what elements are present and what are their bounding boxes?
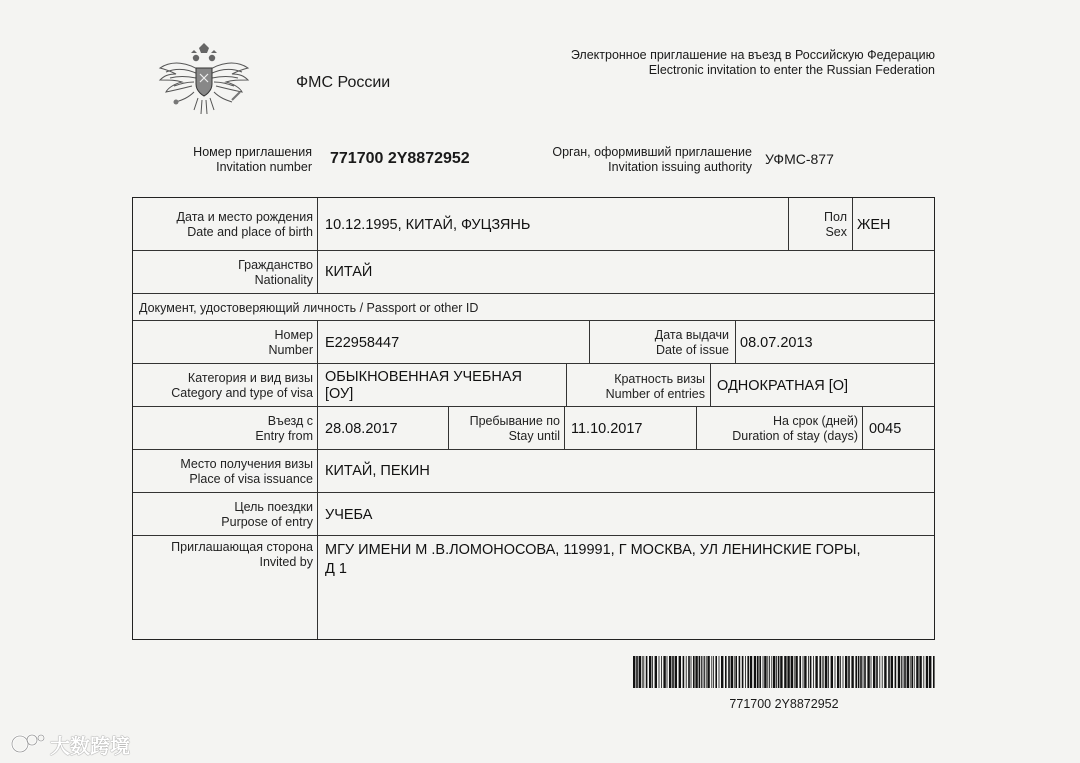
visa-category-label <box>133 371 313 401</box>
barcode-bar <box>747 656 749 688</box>
barcode-bar <box>860 656 862 688</box>
barcode-bar <box>735 656 737 688</box>
barcode-bar <box>699 656 701 688</box>
purpose-value: УЧЕБА <box>325 507 373 523</box>
watermark-text: 大数跨境 <box>50 736 130 758</box>
barcode-bar <box>919 656 921 688</box>
date-of-issue-label <box>590 328 729 358</box>
invited-by-label-en: Invited by <box>259 555 313 569</box>
sex-label <box>789 210 847 240</box>
barcode-bar <box>867 656 869 688</box>
barcode-bar <box>686 656 687 688</box>
barcode-bar <box>876 656 878 688</box>
invited-by-value-line2: Д 1 <box>325 561 347 577</box>
barcode-bar <box>739 656 741 688</box>
barcode-bar <box>911 656 913 688</box>
barcode-bar <box>649 656 651 688</box>
barcode-bar <box>703 656 704 688</box>
entries-label <box>567 372 705 402</box>
barcode-bar <box>819 656 821 688</box>
duration-label-ru: На срок (дней) <box>772 414 858 428</box>
duration-label <box>697 414 858 444</box>
barcode-bar <box>639 656 641 688</box>
barcode-bar <box>843 656 844 688</box>
issuing-authority: УФМС-877 <box>765 151 834 167</box>
birth-label-ru: Дата и место рождения <box>176 210 313 224</box>
birth-value: 10.12.1995, КИТАЙ, ФУЦЗЯНЬ <box>325 217 531 233</box>
stay-until-value: 11.10.2017 <box>571 421 643 437</box>
barcode-bar <box>840 656 841 688</box>
barcode-bar <box>828 656 829 688</box>
barcode-bar <box>713 656 714 688</box>
barcode-bar <box>661 656 662 688</box>
passport-section-header: Документ, удостоверяющий личность / Passport or other ID <box>139 301 479 315</box>
barcode-bar <box>672 656 674 688</box>
visa-category-label-ru: Категория и вид визы <box>187 371 313 385</box>
barcode-bar <box>655 656 657 688</box>
birth-label <box>133 210 313 240</box>
birth-label-en: Date and place of birth <box>187 225 313 239</box>
barcode-bar <box>669 656 671 688</box>
entries-label-ru: Кратность визы <box>614 372 705 386</box>
barcode-bar <box>823 656 824 688</box>
barcode-bar <box>929 656 931 688</box>
sex-value: ЖЕН <box>857 217 891 233</box>
barcode-bar <box>787 656 789 688</box>
barcode-bar <box>884 656 886 688</box>
sex-label-ru: Пол <box>824 210 847 224</box>
barcode-bar <box>707 656 709 688</box>
entry-from-value: 28.08.2017 <box>325 421 398 437</box>
invited-by-value-line1: МГУ ИМЕНИ М .В.ЛОМОНОСОВА, 119991, Г МОСКВА, УЛ ЛЕНИНСКИЕ ГОРЫ, <box>325 542 861 558</box>
barcode-bar <box>831 656 833 688</box>
barcode-bar <box>822 656 823 688</box>
barcode-bar <box>659 656 660 688</box>
barcode-bar <box>725 656 727 688</box>
barcode-bar <box>679 656 681 688</box>
barcode-bar <box>643 656 644 688</box>
entry-from-label-ru: Въезд с <box>267 414 313 428</box>
details-table <box>132 197 935 640</box>
nationality-value: КИТАЙ <box>325 264 373 280</box>
date-of-issue-label-en: Date of issue <box>656 343 729 357</box>
barcode-bar <box>810 656 812 688</box>
barcode-bar <box>794 656 795 688</box>
barcode-bar <box>858 656 860 688</box>
barcode-bar <box>706 656 707 688</box>
barcode-bar <box>759 656 761 688</box>
barcode-text: 771700 2Y8872952 <box>729 697 839 711</box>
invited-by-value <box>325 541 861 579</box>
barcode-bar <box>683 656 685 688</box>
duration-value: 0045 <box>869 421 902 437</box>
barcode-bar <box>835 656 836 688</box>
watermark <box>8 728 148 758</box>
purpose-label-ru: Цель поездки <box>234 500 313 514</box>
barcode-bar <box>728 656 730 688</box>
barcode-bar <box>864 656 866 688</box>
invited-by-label-ru: Приглашающая сторона <box>171 540 313 554</box>
barcode-bar <box>742 656 744 688</box>
purpose-label <box>133 500 313 530</box>
barcode-bar <box>711 656 712 688</box>
barcode-bar <box>773 656 775 688</box>
barcode-bar <box>923 656 924 688</box>
barcode-bar <box>845 656 847 688</box>
barcode-bar <box>916 656 918 688</box>
barcode-bar <box>907 656 909 688</box>
authority-name: ФМС России <box>296 74 391 91</box>
barcode-bar <box>731 656 733 688</box>
barcode-bar <box>715 656 717 688</box>
double-headed-eagle-emblem-icon <box>158 42 250 122</box>
barcode-bar <box>882 656 883 688</box>
barcode-bar <box>891 656 893 688</box>
barcode-bar <box>895 656 897 688</box>
issuing-authority-label-en: Invitation issuing authority <box>608 160 752 174</box>
visa-category-value-line1: ОБЫКНОВЕННАЯ УЧЕБНАЯ <box>325 369 522 385</box>
barcode-bar <box>888 656 890 688</box>
entry-from-label <box>133 414 313 444</box>
nationality-label-en: Nationality <box>254 273 313 287</box>
invitation-number-label <box>150 145 312 175</box>
duration-label-en: Duration of stay (days) <box>732 429 858 443</box>
barcode-bar <box>873 656 875 688</box>
barcode-bar <box>636 656 638 688</box>
barcode-bar <box>804 656 806 688</box>
passport-number-label <box>133 328 313 358</box>
passport-number-label-en: Number <box>268 343 313 357</box>
entries-value: ОДНОКРАТНАЯ [О] <box>717 378 849 394</box>
issuing-authority-label <box>500 145 752 175</box>
barcode-bar <box>795 656 797 688</box>
document-title <box>571 48 935 78</box>
visa-place-label <box>133 457 313 487</box>
date-of-issue-label-ru: Дата выдачи <box>654 328 729 342</box>
entries-label-en: Number of entries <box>605 387 705 401</box>
barcode-bar <box>879 656 880 688</box>
barcode-bar <box>750 656 752 688</box>
barcode-bar <box>914 656 915 688</box>
barcode-bar <box>791 656 793 688</box>
visa-category-value-line2: [ОУ] <box>325 386 354 402</box>
barcode-bar <box>701 656 702 688</box>
issuing-authority-label-ru: Орган, оформивший приглашение <box>552 145 752 159</box>
barcode-bar <box>764 656 766 688</box>
barcode-bar <box>633 656 635 688</box>
barcode-bar <box>815 656 817 688</box>
visa-place-value: КИТАЙ, ПЕКИН <box>325 463 430 479</box>
passport-number-value: E22958447 <box>325 335 400 351</box>
barcode-bar <box>663 656 665 688</box>
barcode-bar <box>721 656 723 688</box>
barcode-bar <box>646 656 648 688</box>
watermark-logo-icon <box>8 728 48 758</box>
visa-place-label-ru: Место получения визы <box>180 457 313 471</box>
visa-category-value <box>325 369 522 403</box>
barcode-bar <box>769 656 770 688</box>
barcode-bar <box>754 656 756 688</box>
barcode-bar <box>763 656 764 688</box>
stay-until-label-ru: Пребывание по <box>469 414 560 428</box>
barcode-bar <box>803 656 804 688</box>
barcode-bar <box>767 656 768 688</box>
visa-category-label-en: Category and type of visa <box>171 386 313 400</box>
invited-by-label <box>133 540 313 570</box>
sex-label-en: Sex <box>825 225 847 239</box>
barcode-bar <box>903 656 904 688</box>
barcode-bar <box>695 656 697 688</box>
visa-place-label-en: Place of visa issuance <box>189 472 313 486</box>
barcode-bar <box>825 656 827 688</box>
barcode-bar <box>704 656 705 688</box>
invitation-number-label-ru: Номер приглашения <box>193 145 312 159</box>
barcode-bar <box>933 656 935 688</box>
purpose-label-en: Purpose of entry <box>221 515 313 529</box>
nationality-label <box>133 258 313 288</box>
barcode-bar <box>901 656 902 688</box>
barcode-bar <box>745 656 746 688</box>
barcode-bar <box>693 656 695 688</box>
barcode <box>633 656 935 688</box>
barcode-bar <box>675 656 677 688</box>
barcode-bar <box>652 656 653 688</box>
stay-until-label-en: Stay until <box>508 429 560 443</box>
barcode-bar <box>855 656 857 688</box>
barcode-bar <box>734 656 735 688</box>
barcode-bar <box>799 656 801 688</box>
invitation-number-label-en: Invitation number <box>216 160 312 174</box>
barcode-bar <box>778 656 780 688</box>
invitation-number: 771700 2Y8872952 <box>330 150 470 167</box>
barcode-bar <box>851 656 853 688</box>
stay-until-label <box>449 414 560 444</box>
barcode-bar <box>898 656 900 688</box>
entry-from-label-en: Entry from <box>255 429 313 443</box>
barcode-bar <box>642 656 643 688</box>
barcode-bar <box>771 656 772 688</box>
barcode-bar <box>667 656 668 688</box>
barcode-bar <box>848 656 850 688</box>
barcode-bar <box>910 656 911 688</box>
barcode-bar <box>784 656 786 688</box>
barcode-bar <box>808 656 809 688</box>
barcode-bar <box>813 656 814 688</box>
passport-number-label-ru: Номер <box>274 328 313 342</box>
barcode-bar <box>926 656 928 688</box>
barcode-bar <box>863 656 864 688</box>
nationality-label-ru: Гражданство <box>238 258 313 272</box>
barcode-bar <box>757 656 759 688</box>
document-title-en: Electronic invitation to enter the Russian Federation <box>648 63 935 77</box>
date-of-issue-value: 08.07.2013 <box>740 335 813 351</box>
barcode-bar <box>837 656 839 688</box>
barcode-bar <box>904 656 906 688</box>
document-title-ru: Электронное приглашение на въезд в Российскую Федерацию <box>570 48 935 62</box>
barcode-bar <box>691 656 692 688</box>
barcode-bar <box>719 656 720 688</box>
barcode-bar <box>871 656 872 688</box>
barcode-bar <box>688 656 690 688</box>
barcode-bar <box>776 656 777 688</box>
barcode-bar <box>780 656 782 688</box>
